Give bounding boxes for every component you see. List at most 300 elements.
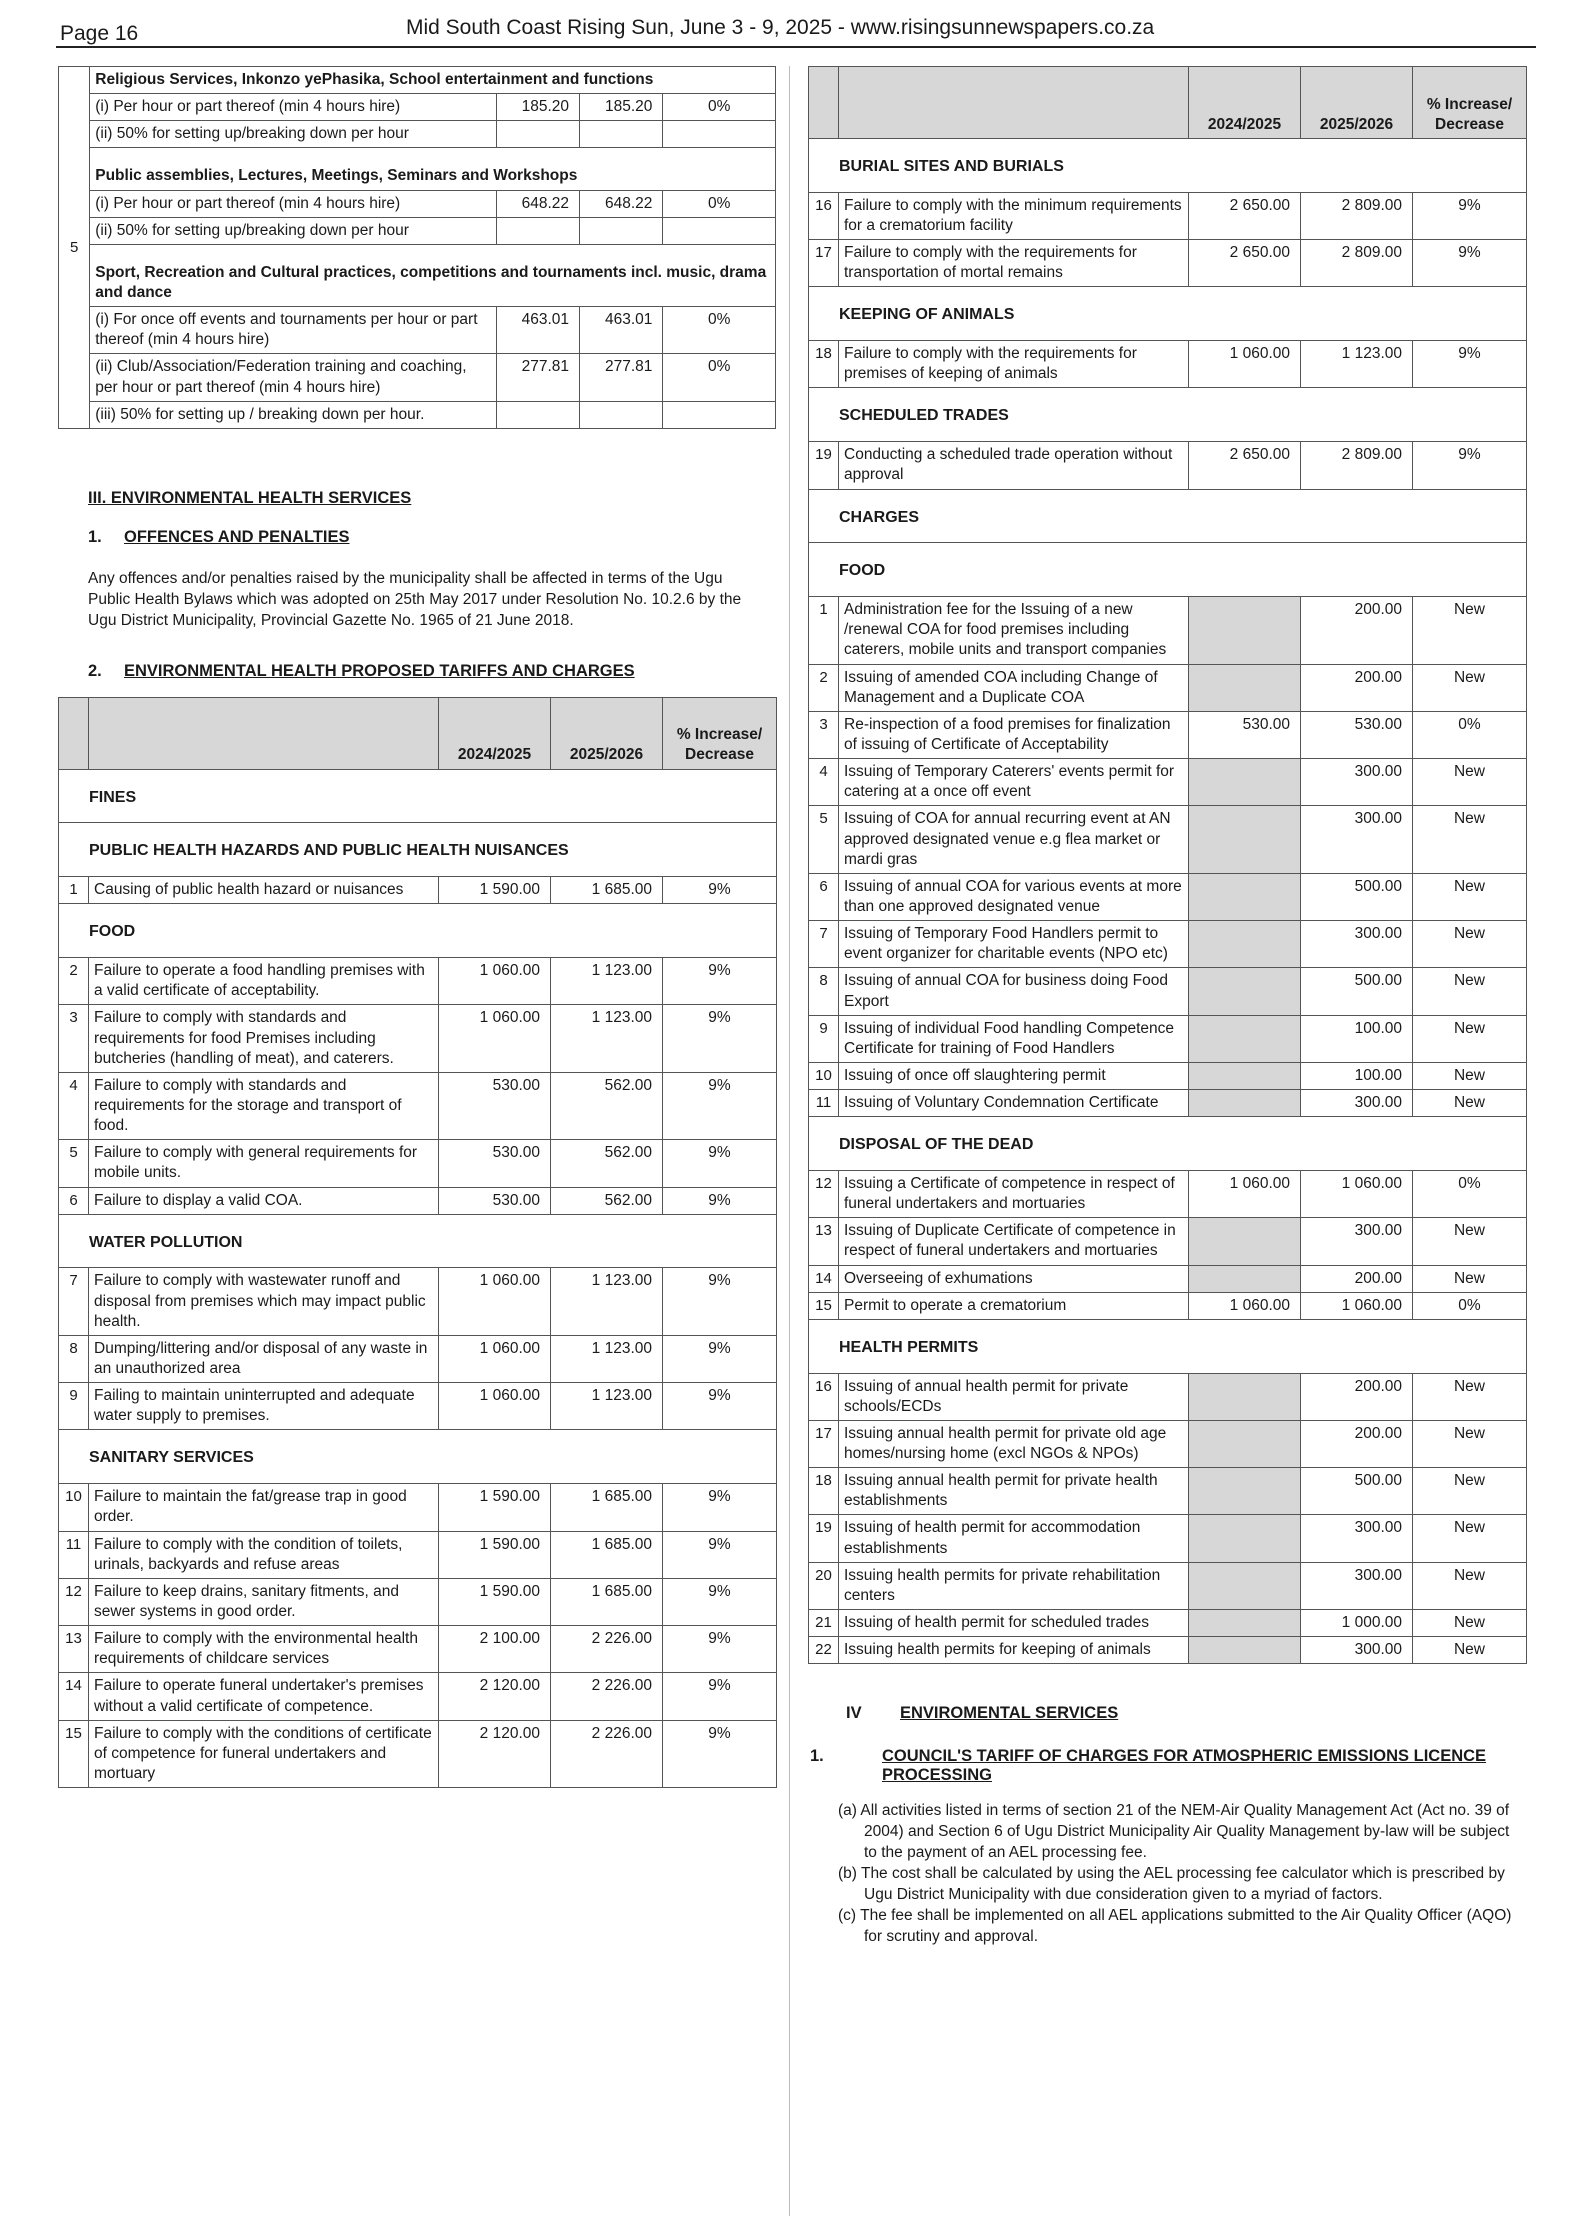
value-2024-2025: 1 060.00	[439, 1268, 551, 1335]
row-description: Failure to comply with standards and requirements for food Premises including butcheries (handling of meat), and caterers.	[89, 1005, 439, 1072]
table-header	[59, 697, 777, 769]
value-percent-change: 9%	[663, 1578, 777, 1625]
value-2024-2025: 530.00	[439, 1187, 551, 1214]
row-description: (i) For once off events and tournaments per hour or part thereof (min 4 hours hire)	[90, 307, 496, 354]
value-2025-2026: 300.00	[1301, 921, 1413, 968]
table-row	[809, 1062, 1527, 1089]
table-section-heading	[59, 904, 777, 958]
value-percent-change: New	[1413, 1218, 1527, 1265]
value-2024-2025	[1189, 1515, 1301, 1562]
section4-heading-1-number: 1.	[810, 1747, 824, 1766]
header-blank	[59, 697, 89, 769]
table-section-heading	[809, 139, 1527, 193]
row-description: Issuing of annual health permit for private schools/ECDs	[839, 1373, 1189, 1420]
value-percent-change: 9%	[1413, 341, 1527, 388]
value-percent-change: New	[1413, 1468, 1527, 1515]
section-heading: FOOD	[59, 904, 777, 958]
value-percent-change: 0%	[663, 94, 776, 121]
row-description: Issuing a Certificate of competence in respect of funeral undertakers and mortuaries	[839, 1171, 1189, 1218]
value-percent-change: New	[1413, 1015, 1527, 1062]
table-section-heading	[59, 1430, 777, 1484]
value-percent-change: 9%	[663, 1720, 777, 1787]
table-row	[809, 341, 1527, 388]
row-index: 11	[809, 1090, 839, 1117]
value-2025-2026: 200.00	[1301, 1265, 1413, 1292]
value-2025-2026: 2 226.00	[551, 1626, 663, 1673]
value-2024-2025: 463.01	[496, 307, 579, 354]
row-index: 6	[59, 1187, 89, 1214]
row-description: Causing of public health hazard or nuisances	[89, 877, 439, 904]
section4-heading-1-text: COUNCIL'S TARIFF OF CHARGES FOR ATMOSPHERIC EMISSIONS LICENCE PROCESSING	[882, 1747, 1487, 1785]
row-index: 19	[809, 1515, 839, 1562]
row-description: Failure to keep drains, sanitary fitments, and sewer systems in good order.	[89, 1578, 439, 1625]
value-2025-2026: 562.00	[551, 1072, 663, 1139]
value-percent-change: 9%	[1413, 240, 1527, 287]
section4-item-b: (b) The cost shall be calculated by using the AEL processing fee calculator which is prescribed by Ugu District Municipality with due consideration given to a myriad of factors.	[838, 1865, 1505, 1904]
table-section-heading	[59, 823, 777, 877]
table-section-heading	[59, 769, 777, 823]
value-2025-2026: 300.00	[1301, 1562, 1413, 1609]
value-percent-change: New	[1413, 968, 1527, 1015]
value-2025-2026: 200.00	[1301, 597, 1413, 664]
row-description: Re-inspection of a food premises for finalization of issuing of Certificate of Acceptability	[839, 711, 1189, 758]
value-percent-change: New	[1413, 1637, 1527, 1664]
row-index: 17	[809, 1420, 839, 1467]
value-2024-2025	[1189, 664, 1301, 711]
value-2025-2026: 562.00	[551, 1140, 663, 1187]
value-percent-change: 9%	[663, 1268, 777, 1335]
value-percent-change	[663, 217, 776, 244]
value-2025-2026: 1 123.00	[551, 958, 663, 1005]
table-row	[809, 1090, 1527, 1117]
value-percent-change: New	[1413, 1420, 1527, 1467]
section4-title-text: ENVIROMENTAL SERVICES	[900, 1704, 1119, 1723]
header-blank	[89, 697, 439, 769]
row-index: 13	[59, 1626, 89, 1673]
row-index: 1	[59, 877, 89, 904]
table-row	[59, 121, 776, 148]
row-index: 2	[809, 664, 839, 711]
value-percent-change: 9%	[663, 877, 777, 904]
row-description: Issuing of annual COA for business doing Food Export	[839, 968, 1189, 1015]
right-column	[808, 66, 1526, 1948]
value-2025-2026: 200.00	[1301, 664, 1413, 711]
row-description: Dumping/littering and/or disposal of any waste in an unauthorized area	[89, 1335, 439, 1382]
table-row	[59, 1720, 777, 1787]
value-percent-change	[663, 121, 776, 148]
value-2025-2026: 1 123.00	[551, 1335, 663, 1382]
fines-table	[58, 697, 777, 1788]
value-2025-2026: 1 123.00	[551, 1383, 663, 1430]
row-description: Failure to display a valid COA.	[89, 1187, 439, 1214]
row-index: 7	[59, 1268, 89, 1335]
table-row	[809, 597, 1527, 664]
value-2024-2025: 530.00	[1189, 711, 1301, 758]
value-2025-2026: 2 226.00	[551, 1673, 663, 1720]
value-2024-2025: 1 060.00	[439, 1005, 551, 1072]
row-index: 18	[809, 341, 839, 388]
section-heading: FINES	[59, 769, 777, 823]
value-2024-2025	[1189, 1610, 1301, 1637]
value-2024-2025: 1 060.00	[439, 1335, 551, 1382]
row-index: 14	[809, 1265, 839, 1292]
value-2024-2025	[1189, 1373, 1301, 1420]
table-row	[59, 217, 776, 244]
row-index: 22	[809, 1637, 839, 1664]
value-2024-2025: 2 120.00	[439, 1720, 551, 1787]
table-row	[59, 1268, 777, 1335]
value-2024-2025	[1189, 1637, 1301, 1664]
row-index: 18	[809, 1468, 839, 1515]
value-2025-2026: 1 685.00	[551, 1578, 663, 1625]
row-index: 14	[59, 1673, 89, 1720]
value-2024-2025: 2 650.00	[1189, 192, 1301, 239]
section3-heading-2	[88, 662, 776, 681]
value-2024-2025	[1189, 1015, 1301, 1062]
section3-heading-1	[88, 528, 776, 547]
value-2025-2026: 185.20	[580, 94, 663, 121]
value-2025-2026: 300.00	[1301, 759, 1413, 806]
row-index: 19	[809, 442, 839, 489]
value-2024-2025: 1 060.00	[1189, 1292, 1301, 1319]
value-2024-2025	[1189, 597, 1301, 664]
value-2025-2026: 2 809.00	[1301, 442, 1413, 489]
value-2025-2026: 1 685.00	[551, 1484, 663, 1531]
row-index: 5	[59, 67, 90, 429]
row-index: 4	[59, 1072, 89, 1139]
value-2025-2026: 1 060.00	[1301, 1171, 1413, 1218]
value-percent-change: 0%	[663, 307, 776, 354]
row-description: Issuing of annual COA for various events at more than one approved designated venue	[839, 873, 1189, 920]
table-row	[59, 1673, 777, 1720]
value-2024-2025: 2 650.00	[1189, 240, 1301, 287]
table-row	[809, 192, 1527, 239]
value-2024-2025: 648.22	[496, 190, 579, 217]
section4-roman: IV	[846, 1704, 862, 1723]
table-row	[809, 806, 1527, 873]
value-2025-2026: 200.00	[1301, 1373, 1413, 1420]
value-2024-2025	[1189, 759, 1301, 806]
value-2024-2025	[1189, 1562, 1301, 1609]
section3-heading-2-text: ENVIRONMENTAL HEALTH PROPOSED TARIFFS AND CHARGES	[124, 661, 635, 680]
table-row	[809, 1420, 1527, 1467]
value-percent-change: 0%	[1413, 1292, 1527, 1319]
table-row	[59, 1005, 777, 1072]
table-row	[809, 1468, 1527, 1515]
value-2025-2026: 200.00	[1301, 1420, 1413, 1467]
row-description: Failure to comply with the condition of toilets, urinals, backyards and refuse areas	[89, 1531, 439, 1578]
row-index: 3	[809, 711, 839, 758]
row-index: 3	[59, 1005, 89, 1072]
header-year-2024-2025: 2024/2025	[439, 697, 551, 769]
value-percent-change: 9%	[663, 1335, 777, 1382]
row-description: Permit to operate a crematorium	[839, 1292, 1189, 1319]
value-2024-2025: 2 100.00	[439, 1626, 551, 1673]
value-percent-change: 9%	[663, 1626, 777, 1673]
table-row	[59, 1484, 777, 1531]
value-2025-2026: 2 809.00	[1301, 240, 1413, 287]
value-percent-change: New	[1413, 921, 1527, 968]
table-row	[809, 442, 1527, 489]
value-percent-change: 9%	[663, 1673, 777, 1720]
row-index: 5	[809, 806, 839, 873]
section3-heading-1-number: 1.	[88, 527, 102, 546]
section3-heading-2-number: 2.	[88, 661, 102, 680]
table-row	[809, 759, 1527, 806]
value-2024-2025: 2 120.00	[439, 1673, 551, 1720]
value-percent-change: 0%	[663, 354, 776, 401]
value-2024-2025: 530.00	[439, 1140, 551, 1187]
value-2025-2026: 1 685.00	[551, 877, 663, 904]
value-2025-2026: 463.01	[580, 307, 663, 354]
value-2025-2026: 1 123.00	[551, 1005, 663, 1072]
group-heading: Public assemblies, Lectures, Meetings, Seminars and Workshops	[90, 148, 776, 190]
value-percent-change: 9%	[663, 1072, 777, 1139]
section-heading: HEALTH PERMITS	[809, 1319, 1527, 1373]
value-2025-2026: 277.81	[580, 354, 663, 401]
row-description: Issuing of Duplicate Certificate of competence in respect of funeral undertakers and mortuaries	[839, 1218, 1189, 1265]
table-row	[809, 711, 1527, 758]
row-description: Failure to maintain the fat/grease trap in good order.	[89, 1484, 439, 1531]
section3-paragraph: Any offences and/or penalties raised by the municipality shall be affected in terms of the Ugu Public Health Bylaws which was adopted on 25th May 2017 under Resolution No. 10.2.6 by the Ugu District Municipality, Provincial Gazette No. 1965 of 21 June 2018.	[88, 569, 742, 629]
row-index: 16	[809, 1373, 839, 1420]
row-index: 10	[59, 1484, 89, 1531]
value-2024-2025: 277.81	[496, 354, 579, 401]
value-2024-2025: 185.20	[496, 94, 579, 121]
value-2024-2025: 1 590.00	[439, 1578, 551, 1625]
row-index: 12	[59, 1578, 89, 1625]
section-heading: BURIAL SITES AND BURIALS	[809, 139, 1527, 193]
value-percent-change: New	[1413, 759, 1527, 806]
value-percent-change: 9%	[663, 1140, 777, 1187]
header-percent-change: % Increase/ Decrease	[663, 697, 777, 769]
value-percent-change: New	[1413, 1610, 1527, 1637]
row-description: (i) Per hour or part thereof (min 4 hours hire)	[90, 190, 496, 217]
section-heading: KEEPING OF ANIMALS	[809, 287, 1527, 341]
table-row	[59, 354, 776, 401]
value-percent-change: New	[1413, 1062, 1527, 1089]
row-description: Failure to operate funeral undertaker's premises without a valid certificate of competence.	[89, 1673, 439, 1720]
value-2025-2026: 1 000.00	[1301, 1610, 1413, 1637]
value-2025-2026: 500.00	[1301, 1468, 1413, 1515]
table-row	[59, 307, 776, 354]
value-2024-2025	[1189, 1218, 1301, 1265]
table-row	[59, 190, 776, 217]
table-row	[809, 240, 1527, 287]
section-heading: CHARGES	[809, 489, 1527, 543]
row-index: 7	[809, 921, 839, 968]
table-section-heading	[809, 388, 1527, 442]
table-row	[809, 1218, 1527, 1265]
table-row	[59, 1187, 777, 1214]
value-2025-2026: 100.00	[1301, 1015, 1413, 1062]
group-heading: Religious Services, Inkonzo yePhasika, School entertainment and functions	[90, 67, 776, 94]
table-section-heading	[809, 489, 1527, 543]
value-percent-change: New	[1413, 806, 1527, 873]
section3-title: III. ENVIRONMENTAL HEALTH SERVICES	[88, 488, 412, 507]
value-2024-2025: 1 060.00	[1189, 1171, 1301, 1218]
value-2024-2025	[1189, 1062, 1301, 1089]
row-description: Issuing of Voluntary Condemnation Certificate	[839, 1090, 1189, 1117]
page-number: Page 16	[60, 22, 139, 45]
header-percent-change: % Increase/ Decrease	[1413, 67, 1527, 139]
row-index: 11	[59, 1531, 89, 1578]
row-description: (ii) 50% for setting up/breaking down per hour	[90, 121, 496, 148]
table-row	[59, 1531, 777, 1578]
table-row	[809, 1171, 1527, 1218]
section4-item-a: (a) All activities listed in terms of section 21 of the NEM-Air Quality Management Act (Act no. 39 of 2004) and Section 6 of Ugu District Municipality Air Quality Management by-law will be subject to the payment of an AEL processing fee.	[838, 1802, 1510, 1862]
row-description: Administration fee for the Issuing of a new /renewal COA for food premises including caterers, mobile units and transport companies	[839, 597, 1189, 664]
row-description: (ii) 50% for setting up/breaking down per hour	[90, 217, 496, 244]
row-index: 9	[809, 1015, 839, 1062]
value-2025-2026: 100.00	[1301, 1062, 1413, 1089]
row-index: 1	[809, 597, 839, 664]
table-row	[809, 1015, 1527, 1062]
table-row	[809, 921, 1527, 968]
value-2025-2026: 300.00	[1301, 1637, 1413, 1664]
value-percent-change: 9%	[663, 1531, 777, 1578]
row-description: (i) Per hour or part thereof (min 4 hours hire)	[90, 94, 496, 121]
row-description: Failure to comply with general requirements for mobile units.	[89, 1140, 439, 1187]
masthead	[56, 8, 1536, 48]
row-description: Failure to comply with the requirements for transportation of mortal remains	[839, 240, 1189, 287]
value-percent-change: New	[1413, 1265, 1527, 1292]
value-percent-change: New	[1413, 1090, 1527, 1117]
table-row	[59, 94, 776, 121]
row-description: Issuing of once off slaughtering permit	[839, 1062, 1189, 1089]
table-group-heading	[59, 148, 776, 190]
table-row	[59, 1626, 777, 1673]
value-2025-2026: 500.00	[1301, 873, 1413, 920]
value-2024-2025	[1189, 1420, 1301, 1467]
value-2024-2025	[1189, 1265, 1301, 1292]
value-percent-change	[663, 401, 776, 428]
value-2025-2026: 1 685.00	[551, 1531, 663, 1578]
header-year-2025-2026: 2025/2026	[1301, 67, 1413, 139]
table-row	[809, 1637, 1527, 1664]
table-group-heading	[59, 67, 776, 94]
section-heading: DISPOSAL OF THE DEAD	[809, 1117, 1527, 1171]
table-section-heading	[809, 1117, 1527, 1171]
value-2025-2026: 648.22	[580, 190, 663, 217]
table-row	[809, 1292, 1527, 1319]
row-index: 16	[809, 192, 839, 239]
section-heading: FOOD	[809, 543, 1527, 597]
value-2025-2026: 500.00	[1301, 968, 1413, 1015]
table-row	[59, 877, 777, 904]
value-percent-change: New	[1413, 1515, 1527, 1562]
row-description: Overseeing of exhumations	[839, 1265, 1189, 1292]
table-row	[59, 1072, 777, 1139]
value-2024-2025: 530.00	[439, 1072, 551, 1139]
row-index: 2	[59, 958, 89, 1005]
section3-heading-1-text: OFFENCES AND PENALTIES	[124, 527, 350, 546]
value-2025-2026: 300.00	[1301, 1515, 1413, 1562]
value-2024-2025	[496, 401, 579, 428]
header-blank	[839, 67, 1189, 139]
table-section-heading	[59, 1214, 777, 1268]
value-2025-2026: 300.00	[1301, 806, 1413, 873]
row-description: Failure to comply with the environmental health requirements of childcare services	[89, 1626, 439, 1673]
row-description: Conducting a scheduled trade operation without approval	[839, 442, 1189, 489]
value-2025-2026: 2 809.00	[1301, 192, 1413, 239]
table-section-heading	[809, 287, 1527, 341]
value-percent-change: 9%	[663, 1383, 777, 1430]
section-heading: SANITARY SERVICES	[59, 1430, 777, 1484]
row-description: Failing to maintain uninterrupted and adequate water supply to premises.	[89, 1383, 439, 1430]
value-2025-2026	[580, 401, 663, 428]
table-row	[809, 873, 1527, 920]
row-description: Issuing of Temporary Caterers' events permit for catering at a once off event	[839, 759, 1189, 806]
value-2024-2025	[1189, 1090, 1301, 1117]
value-2024-2025: 1 060.00	[439, 958, 551, 1005]
value-2024-2025: 2 650.00	[1189, 442, 1301, 489]
row-index: 8	[809, 968, 839, 1015]
row-index: 6	[809, 873, 839, 920]
row-description: Issuing health permits for private rehabilitation centers	[839, 1562, 1189, 1609]
value-percent-change: New	[1413, 1562, 1527, 1609]
row-index: 15	[809, 1292, 839, 1319]
row-description: Issuing of COA for annual recurring event at AN approved designated venue e.g flea market or mardi gras	[839, 806, 1189, 873]
value-percent-change: 0%	[663, 190, 776, 217]
row-description: (ii) Club/Association/Federation training and coaching, per hour or part thereof (min 4 hours hire)	[90, 354, 496, 401]
charges-table	[808, 66, 1527, 1664]
table-row	[809, 1610, 1527, 1637]
header-year-2024-2025: 2024/2025	[1189, 67, 1301, 139]
value-percent-change: 9%	[663, 1484, 777, 1531]
row-description: Issuing of amended COA including Change of Management and a Duplicate COA	[839, 664, 1189, 711]
value-percent-change: 9%	[663, 958, 777, 1005]
table-row	[809, 1373, 1527, 1420]
value-2024-2025	[1189, 968, 1301, 1015]
value-2024-2025	[1189, 921, 1301, 968]
column-divider	[789, 66, 790, 2216]
value-2025-2026: 300.00	[1301, 1218, 1413, 1265]
table-section-heading	[809, 1319, 1527, 1373]
value-percent-change: New	[1413, 597, 1527, 664]
value-2024-2025	[496, 217, 579, 244]
value-percent-change: 0%	[1413, 711, 1527, 758]
row-description: Failure to comply with wastewater runoff and disposal from premises which may impact public health.	[89, 1268, 439, 1335]
row-description: Issuing of health permit for scheduled trades	[839, 1610, 1189, 1637]
header-blank	[809, 67, 839, 139]
venue-hire-table	[58, 66, 776, 429]
table-section-heading	[809, 543, 1527, 597]
row-description: Failure to comply with the requirements for premises of keeping of animals	[839, 341, 1189, 388]
row-index: 5	[59, 1140, 89, 1187]
row-index: 10	[809, 1062, 839, 1089]
newspaper-title: Mid South Coast Rising Sun, June 3 - 9, 2025 - www.risingsunnewspapers.co.za	[406, 16, 1155, 39]
row-description: Issuing of Temporary Food Handlers permit to event organizer for charitable events (NPO etc)	[839, 921, 1189, 968]
value-percent-change: 0%	[1413, 1171, 1527, 1218]
value-2024-2025	[1189, 806, 1301, 873]
value-percent-change: New	[1413, 664, 1527, 711]
table-row	[59, 1578, 777, 1625]
value-percent-change: 9%	[663, 1005, 777, 1072]
table-row	[809, 1562, 1527, 1609]
value-2024-2025	[1189, 873, 1301, 920]
value-2025-2026: 2 226.00	[551, 1720, 663, 1787]
value-2025-2026	[580, 121, 663, 148]
row-index: 9	[59, 1383, 89, 1430]
table-header	[809, 67, 1527, 139]
section-heading: WATER POLLUTION	[59, 1214, 777, 1268]
row-index: 4	[809, 759, 839, 806]
row-description: (iii) 50% for setting up / breaking down per hour.	[90, 401, 496, 428]
table-row	[59, 958, 777, 1005]
table-row	[59, 1383, 777, 1430]
table-group-heading	[59, 244, 776, 306]
